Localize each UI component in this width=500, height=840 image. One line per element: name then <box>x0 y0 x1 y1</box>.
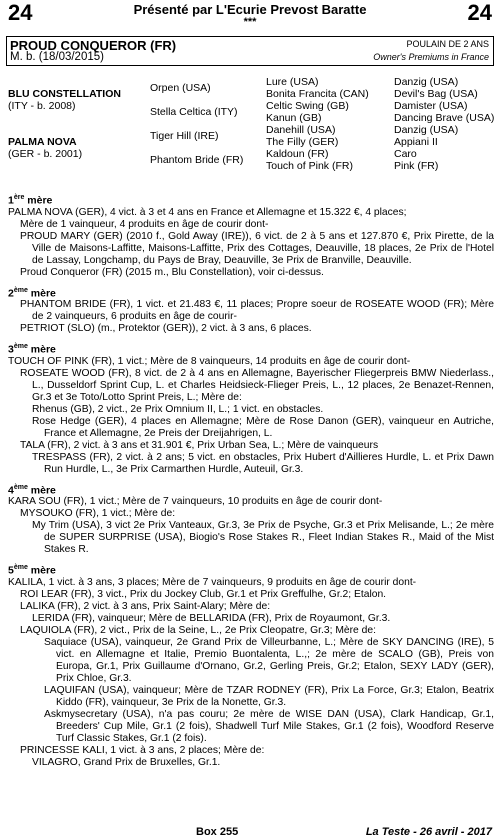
progeny-line: ROSEATE WOOD (FR), 8 vict. de 2 à 4 ans en Allemagne, Bayerischer Fliegerpreis BMW Niederlass., L., Dusseldorf Sprint Cup, L. et Charles Heidsieck-Flieger Preis, L., 12 places, 2e Benazet-Rennen, Gr.3 et 3e Toto/Lotto Sprint Preis, L.; Mère de: <box>20 367 494 403</box>
pedigree-gen3: Kanun (GB) <box>266 112 322 124</box>
section-title: 2ème mère <box>8 286 56 299</box>
progeny-line: MYSOUKO (FR), 1 vict.; Mère de: <box>20 508 176 519</box>
section-third-dam <box>8 341 494 476</box>
progeny-line: Askmysecretary (USA), n'a pas couru; 2e mère de WISE DAN (USA), Clark Handicap, Gr.1, Breeders' Cup Mile, Gr.1 (2 fois), Shadwell Turf Mile Stakes, Gr.1 (2 fois), Woodford Reserve Turf Classic Stakes, Gr.1 (2 fois). <box>44 708 494 744</box>
section-title: 4ème mère <box>8 483 56 496</box>
pedigree-gen4: Devil's Bag (USA) <box>394 88 478 100</box>
lot-number-right: 24 <box>467 0 492 25</box>
progeny-line: TRESPASS (FR), 2 vict. à 2 ans; 5 vict. en obstacles, Prix Hubert d'Aillieres Hurdle, L. et Prix Dawn Run Hurdle, L., 3e Prix Carmarthen Hurdle, Auteuil, Gr.3. <box>32 451 494 475</box>
dam-line: PALMA NOVA (GER), 4 vict. à 3 et 4 ans en France et Allemagne et 15.322 €, 4 places; <box>8 206 407 218</box>
horse-birth: M. b. (18/03/2015) <box>10 51 104 63</box>
progeny-line: LALIKA (FR), 2 vict. à 3 ans, Prix Saint-Alary; Mère de: <box>20 600 271 612</box>
pedigree-gen3: The Filly (GER) <box>266 136 339 148</box>
pedigree-gen3: Kaldoun (FR) <box>266 148 329 160</box>
progeny-line: PETRIOT (SLO) (m., Protektor (GER)), 2 vict. à 3 ans, 6 places. <box>20 323 312 334</box>
section-fourth-dam <box>8 482 494 557</box>
progeny-line: Saquiace (USA), vainqueur, 2e Grand Prix de Villeurbanne, L.; Mère de SKY DANCING (IRE), 5 vict. en Allemagne et Italie, Premio Buontalenta, L.,; 2e mère de SCALO (GB), Preis von Europa, Gr.1, Prix Guillaume d'Ornano, Gr.2, Gerling Preis, Gr.2; Etalon, SEXY LADY (GER), Prix Chloe, Gr.3. <box>44 636 494 684</box>
section-title: 1ère mère <box>8 194 53 207</box>
pedigree-gen3: Danehill (USA) <box>266 124 336 136</box>
pedigree-gen2: Tiger Hill (IRE) <box>150 130 219 142</box>
progeny-line: TALA (FR), 2 vict. à 3 ans et 31.901 €, Prix Urban Sea, L.; Mère de vainqueurs <box>20 439 379 451</box>
dam-line: Mère de 1 vainqueur, 4 produits en âge de courir dont- <box>20 218 269 230</box>
progeny-line: Rhenus (GB), 2 vict., 2e Prix Omnium II, L.; 1 vict. en obstacles. <box>32 403 324 415</box>
horse-name-box <box>6 36 494 66</box>
page-footer <box>0 826 500 840</box>
section-title: 3ème mère <box>8 343 56 356</box>
footer-box: Box 255 <box>196 826 239 838</box>
pedigree-gen4: Dancing Brave (USA) <box>394 112 495 124</box>
progeny-line: VILAGRO, Grand Prix de Bruxelles, Gr.1. <box>32 756 221 768</box>
pedigree-gen3: Celtic Swing (GB) <box>266 100 349 112</box>
pedigree-sire-info: (ITY - b. 2008) <box>8 100 76 112</box>
pedigree-gen4: Pink (FR) <box>394 160 439 172</box>
progeny-line: Rose Hedge (GER), 4 places en Allemagne; Mère de Rose Danon (GER), vainqueur en Autriche, France et Allemagne, 2e Preis der Dreijahrigen, L. <box>32 415 494 439</box>
pedigree-gen3: Bonita Francita (CAN) <box>266 88 369 100</box>
dam-line: PHANTOM BRIDE (FR), 1 vict. et 21.483 €, 11 places; Propre soeur de ROSEATE WOOD (FR); Mère de 2 vainqueurs, 6 produits en âge de courir- <box>20 299 494 322</box>
pedigree-dam-info: (GER - b. 2001) <box>8 148 83 160</box>
catalogue-body <box>8 192 494 775</box>
consignor-title: Présenté par L'Ecurie Prevost Baratte <box>133 2 367 17</box>
progeny-line: Proud Conqueror (FR) (2015 m., Blu Constellation), voir ci-dessus. <box>20 266 324 278</box>
progeny-line: LERIDA (FR), vainqueur; Mère de BELLARIDA (FR), Prix de Royaumont, Gr.3. <box>32 612 391 624</box>
pedigree-gen4: Caro <box>394 148 417 160</box>
pedigree-sire: BLU CONSTELLATION <box>8 88 121 100</box>
pedigree-gen4: Danzig (USA) <box>394 76 459 88</box>
pedigree-gen2: Phantom Bride (FR) <box>150 154 244 166</box>
header-stars: *** <box>243 16 257 28</box>
footer-place-date: La Teste - 26 avril - 2017 <box>365 826 492 838</box>
section-fifth-dam <box>8 562 494 769</box>
horse-name: PROUD CONQUEROR (FR) <box>10 38 177 53</box>
pedigree-gen2: Stella Celtica (ITY) <box>150 106 238 118</box>
horse-sex-age: POULAIN DE 2 ANS <box>406 39 489 49</box>
section-title: 5ème mère <box>8 564 56 577</box>
dam-line: TOUCH OF PINK (FR), 1 vict.; Mère de 8 vainqueurs, 14 produits en âge de courir dont- <box>8 355 411 367</box>
pedigree-gen4: Danzig (USA) <box>394 124 459 136</box>
pedigree-gen3: Lure (USA) <box>266 76 319 88</box>
lot-number-left: 24 <box>8 0 33 25</box>
dam-line: KARA SOU (FR), 1 vict.; Mère de 7 vainqueurs, 10 produits en âge de courir dont- <box>8 496 383 507</box>
section-first-dam <box>8 192 494 279</box>
progeny-line: PROUD MARY (GER) (2010 f., Gold Away (IRE)), 6 vict. de 2 à 5 ans et 127.870 €, Prix Pirette, de la Ville de Maisons-Laffitte, Maisons-Laffitte, Prix des Cottages, Deauville, 18 places, 2e Prix de l'Hotel de Lassay, Longchamp, du Pays de Bray, Deauville, 3e Prix de Branville, Deauville. <box>20 230 494 266</box>
progeny-line: PRINCESSE KALI, 1 vict. à 3 ans, 2 places; Mère de: <box>20 744 265 756</box>
pedigree-dam: PALMA NOVA <box>8 136 77 148</box>
progeny-line: ROI LEAR (FR), 3 vict., Prix du Jockey Club, Gr.1 et Prix Greffulhe, Gr.2; Etalon. <box>20 588 387 600</box>
page-header <box>0 0 500 34</box>
pedigree-gen4: Appiani II <box>394 136 438 148</box>
pedigree-table <box>0 70 500 188</box>
progeny-line: My Trim (USA), 3 vict 2e Prix Vanteaux, Gr.3, 3e Prix de Psyche, Gr.3 et Prix Melisande, L.; 2e mère de SUPER SURPRISE (USA), Biogio's Rose Stakes R., Fleet Indian Stakes R., Maid of the Mist Stakes R. <box>32 520 494 555</box>
horse-premium: Owner's Premiums in France <box>373 52 489 62</box>
pedigree-gen4: Damister (USA) <box>394 100 468 112</box>
progeny-line: LAQUIOLA (FR), 2 vict., Prix de la Seine, L., 2e Prix Cleopatre, Gr.3; Mère de: <box>20 624 376 636</box>
progeny-line: LAQUIFAN (USA), vainqueur; Mère de TZAR RODNEY (FR), Prix La Force, Gr.3; Etalon, Beatrix Kiddo (FR), vainqueur, 3e Prix de la Nonette, Gr.3. <box>44 684 494 708</box>
pedigree-gen2: Orpen (USA) <box>150 82 211 94</box>
section-second-dam <box>8 285 494 336</box>
dam-line: KALILA, 1 vict. à 3 ans, 3 places; Mère de 7 vainqueurs, 9 produits en âge de courir dont- <box>8 576 417 588</box>
pedigree-gen3: Touch of Pink (FR) <box>266 160 353 172</box>
